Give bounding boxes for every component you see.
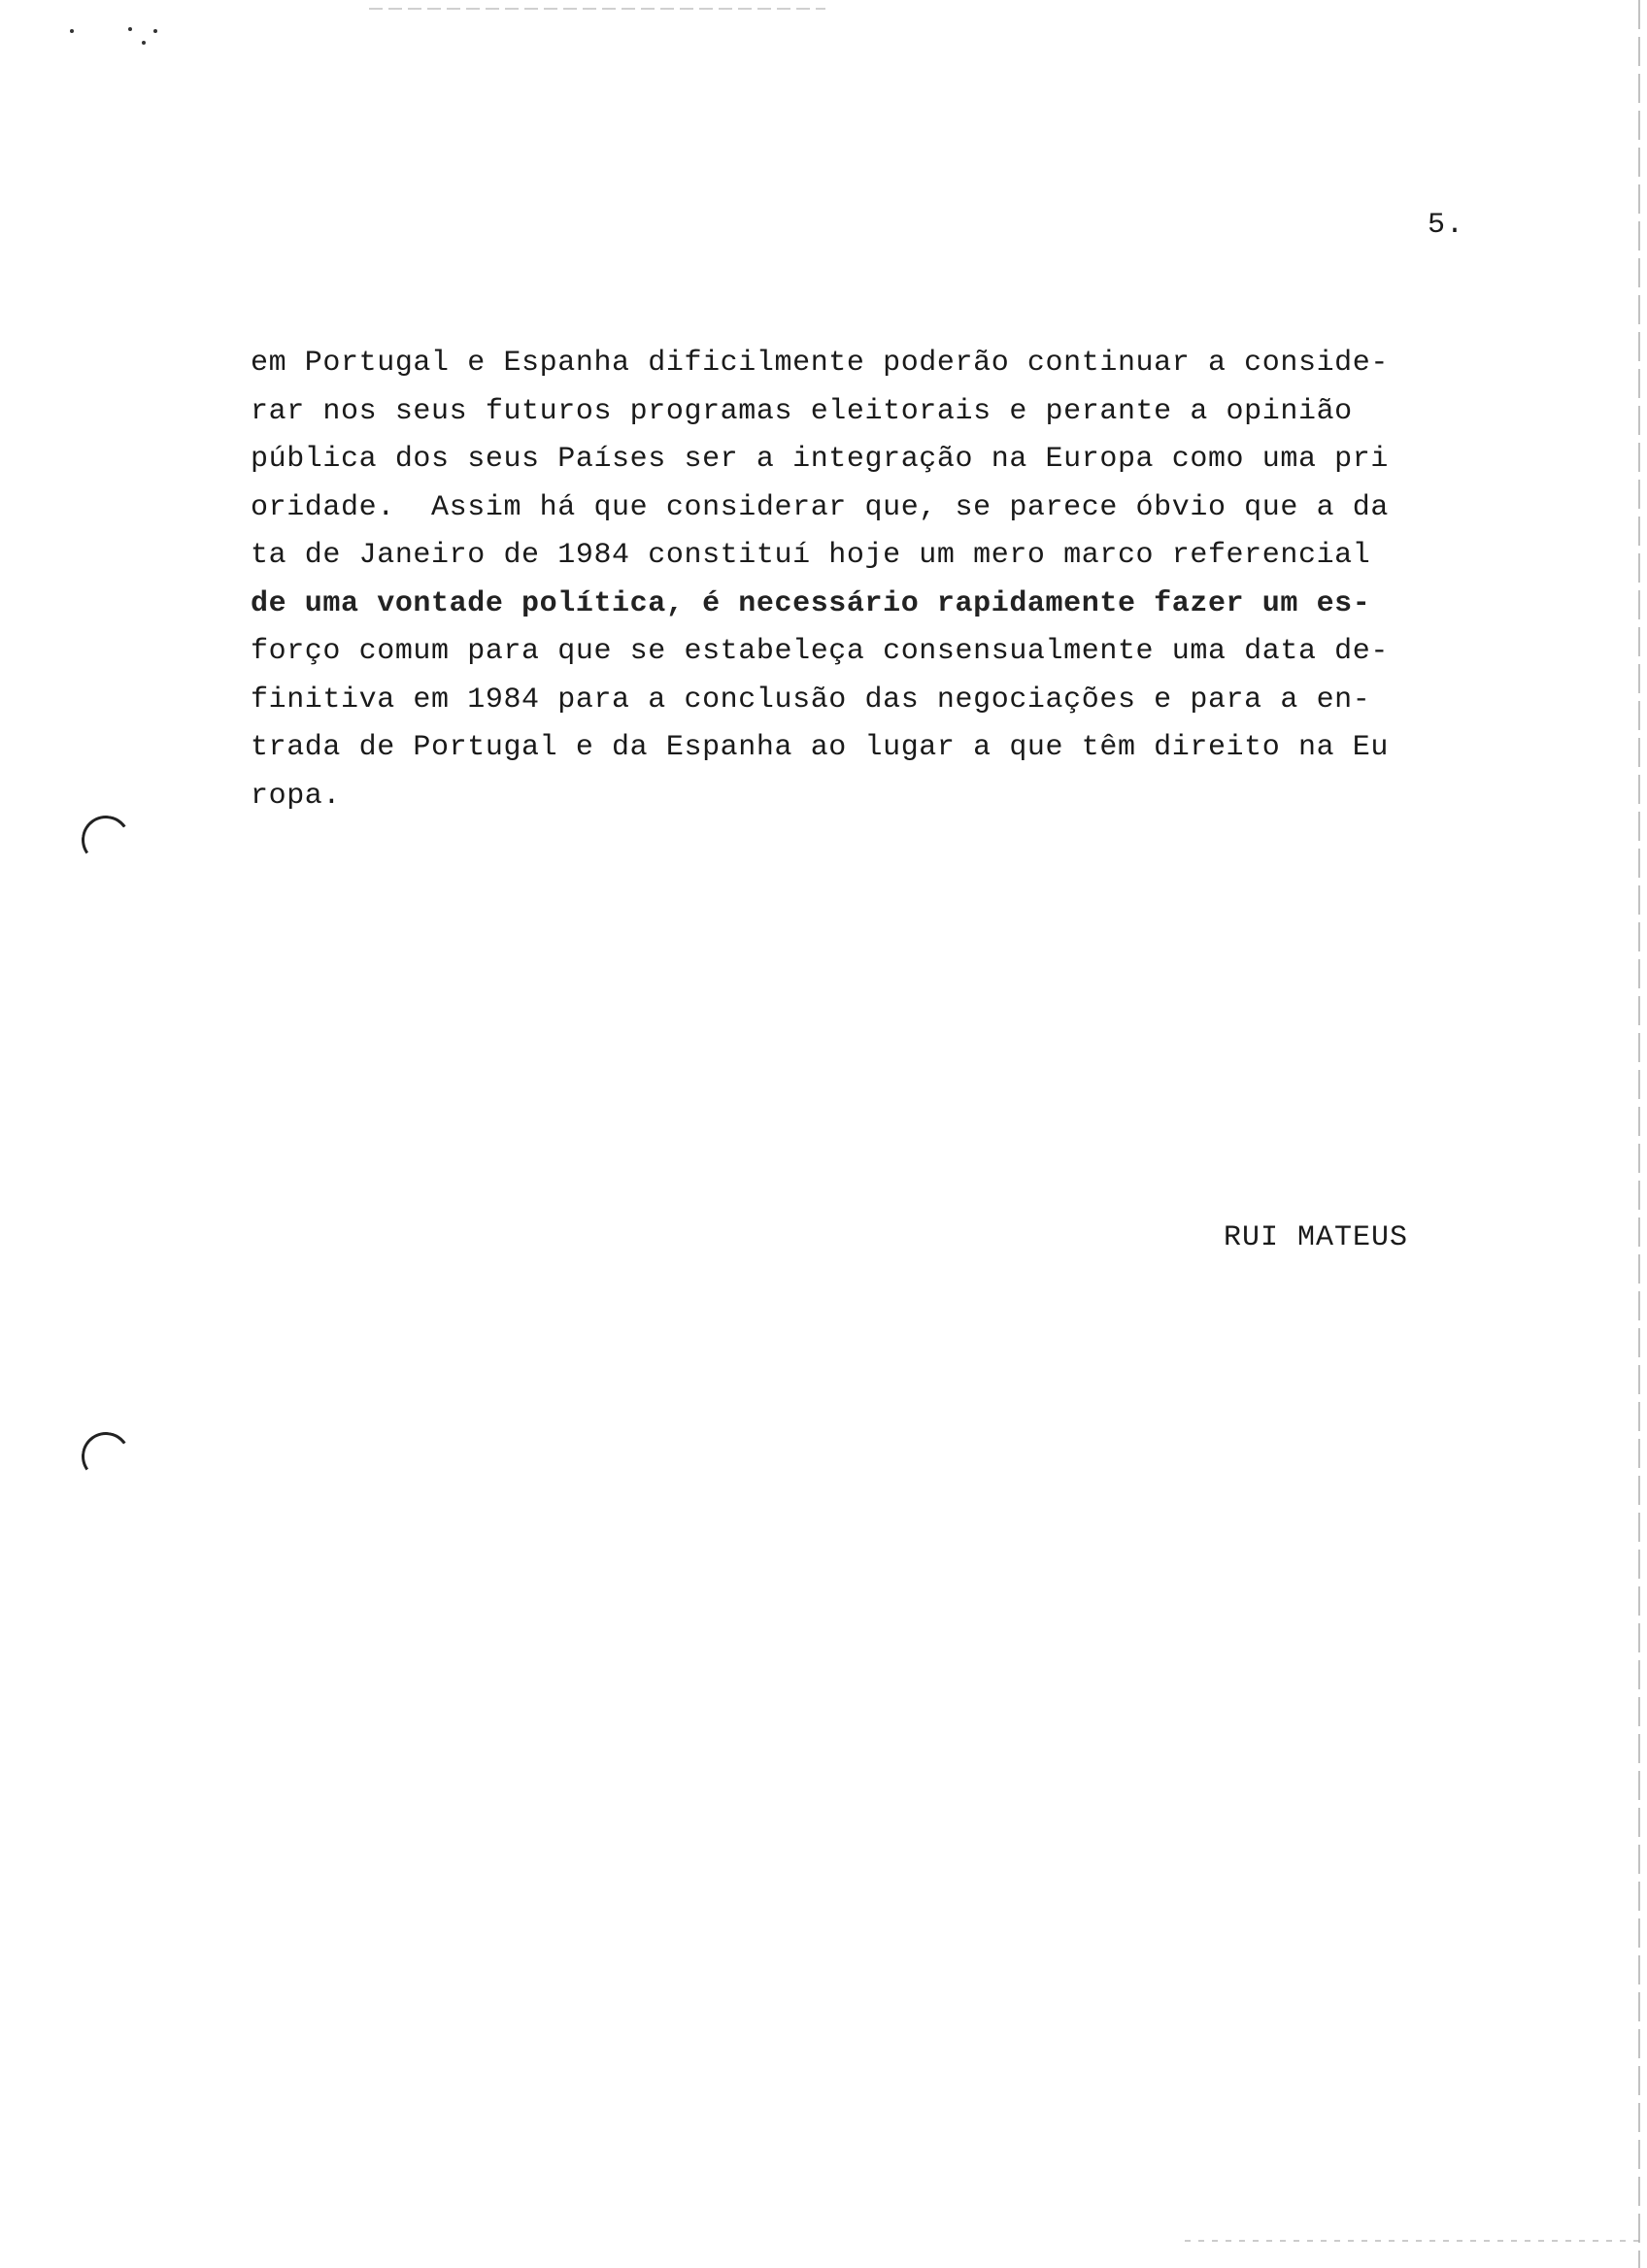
paragraph-line: forço comum para que se estabeleça consensualmente uma data de- <box>251 635 1389 668</box>
paragraph-line: ta de Janeiro de 1984 constituí hoje um mero marco referencial <box>251 539 1371 572</box>
paragraph-line: pública dos seus Países ser a integração na Europa como uma pri <box>251 443 1389 476</box>
scan-edge-mark-top <box>369 8 825 10</box>
paragraph-line: ropa. <box>251 779 342 813</box>
paragraph-line: de uma vontade política, é necessário rapidamente fazer um es- <box>251 586 1371 620</box>
author-signature: RUI MATEUS <box>1224 1221 1409 1254</box>
scan-edge-mark-right <box>1638 0 1640 2268</box>
paragraph-line: finitiva em 1984 para a conclusão das negociações e para a en- <box>251 683 1371 717</box>
punch-hole-mark <box>78 812 134 868</box>
punch-hole-mark <box>78 1428 134 1484</box>
paragraph-line: oridade. Assim há que considerar que, se parece óbvio que a da <box>251 490 1389 524</box>
scan-speck <box>128 27 132 31</box>
paragraph-line: rar nos seus futuros programas eleitorais e perante a opinião <box>251 394 1353 428</box>
paragraph-line: trada de Portugal e da Espanha ao lugar a que têm direito na Eu <box>251 731 1389 764</box>
scan-edge-mark-bottom <box>1185 2240 1641 2242</box>
body-paragraph <box>251 340 1513 820</box>
paragraph-line: em Portugal e Espanha dificilmente poderão continuar a conside- <box>251 347 1389 380</box>
scan-speck <box>70 29 74 33</box>
scan-speck <box>142 41 146 45</box>
page-number: 5. <box>1428 209 1465 242</box>
scan-speck <box>153 29 157 33</box>
